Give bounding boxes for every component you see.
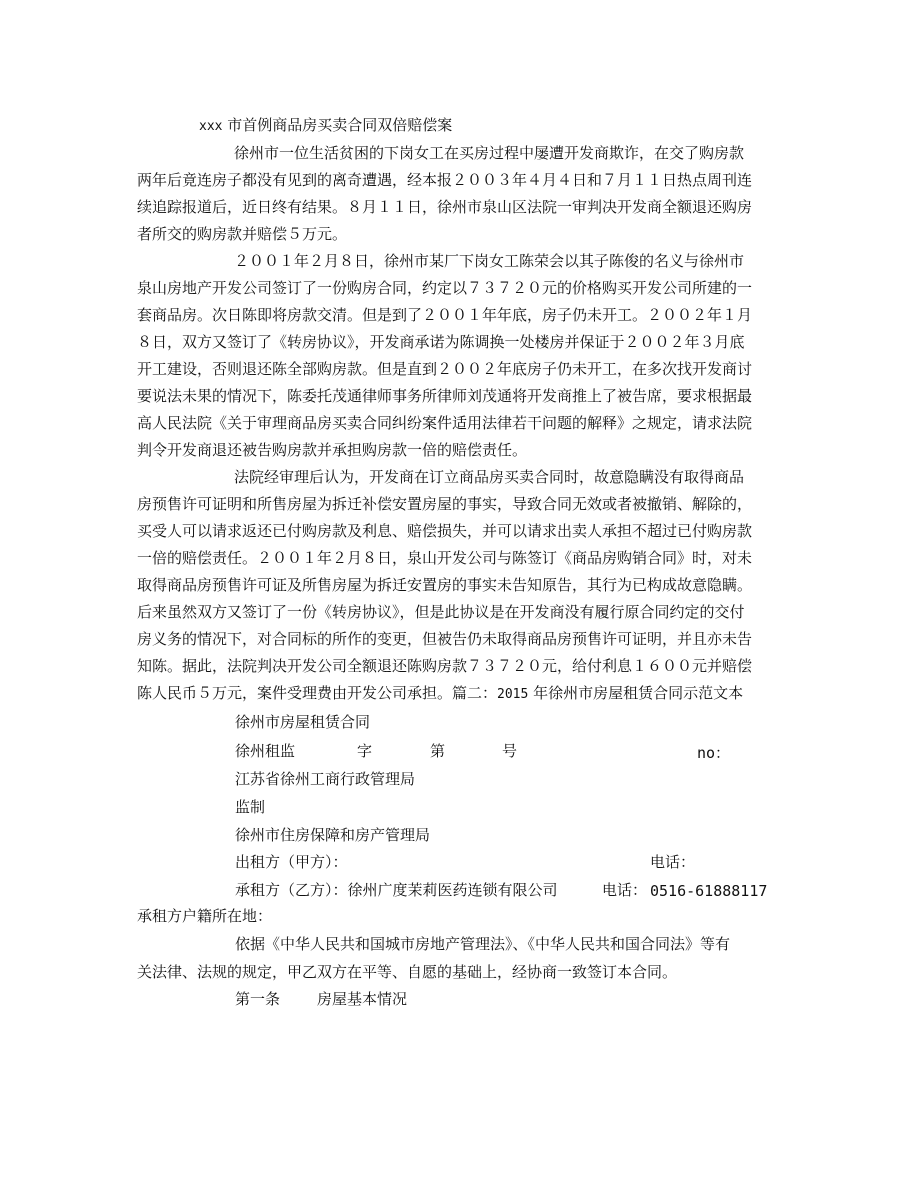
paragraph-line: 取得商品房预售许可证及所售房屋为拆迁安置房的事实未告知原告，其行为已构成故意隐瞒。	[137, 576, 753, 594]
paragraph-line: 房义务的情况下，对合同标的所作的变更，但被告仍未取得商品房预售许可证明，并且亦未告	[137, 630, 753, 648]
lessor-phone-label: 电话：	[650, 853, 696, 871]
paragraph-line: 判令开发商退还被告购房款并承担购房款一倍的赔偿责任。	[137, 441, 528, 459]
paragraph-line: 关法律、法规的规定，甲乙双方在平等、自愿的基础上，经协商一致签订本合同。	[137, 963, 678, 981]
paragraph-line: 一倍的赔偿责任。２００１年２月８日，泉山开发公司与陈签订《商品房购销合同》时，对未	[137, 549, 753, 567]
lessee-phone-label: 电话：	[602, 881, 648, 899]
paragraph-line: ８日，双方又签订了《转房协议》，开发商承诺为陈调换一处楼房并保证于２００２年３月底	[137, 333, 745, 351]
paragraph-line: ２００１年２月８日，徐州市某厂下岗女工陈荣会以其子陈俊的名义与徐州市	[234, 252, 745, 270]
paragraph-line	[137, 683, 743, 705]
paragraph-line: 开工建设，否则退还陈全部购房款。但是直到２００２年底房子仍未开工，在多次找开发商讨	[137, 360, 753, 378]
paragraph-line: 徐州市一位生活贫困的下岗女工在买房过程中屡遭开发商欺诈，在交了购房款	[234, 144, 745, 162]
lessee-phone: 0516-61888117	[650, 882, 768, 900]
paragraph-line: 要说法未果的情况下，陈委托茂通律师事务所律师刘茂通将开发商推上了被告席，要求根据最	[137, 387, 753, 405]
paragraph-text: 陈人民币５万元，案件受理费由开发公司承担。篇二：	[137, 684, 498, 702]
article-title: 房屋基本情况	[317, 990, 408, 1008]
paragraph-line: 续追踪报道后，近日终有结果。８月１１日，徐州市泉山区法院一审判决开发商全额退还购房	[137, 198, 753, 216]
authority-line: 徐州市住房保障和房产管理局	[235, 826, 431, 844]
lessor-label: 出租方（甲方）：	[235, 853, 348, 871]
paragraph-line: 房预售许可证明和所售房屋为拆迁补偿安置房屋的事实，导致合同无效或者被撤销、解除的，	[137, 495, 753, 513]
paragraph-line: 高人民法院《关于审理商品房买卖合同纠纷案件适用法律若干问题的解释》之规定，请求法院	[137, 414, 753, 432]
contract-di: 第	[430, 742, 446, 760]
contract-zi: 字	[357, 742, 373, 760]
paragraph-line: 法院经审理后认为，开发商在订立商品房买卖合同时，故意隐瞒没有取得商品	[234, 468, 745, 486]
title-text: 市首例商品房买卖合同双倍赔偿案	[222, 116, 453, 134]
paragraph-line: 后来虽然双方又签订了一份《转房协议》，但是此协议是在开发商没有履行原合同约定的交付	[137, 603, 745, 621]
year-text: 2015	[497, 687, 529, 702]
paragraph-line: 两年后竟连房子都没有见到的离奇遭遇，经本报２００３年４月４日和７月１１日热点周刊连	[137, 171, 753, 189]
paragraph-line: 知陈。据此，法院判决开发公司全额退还陈购房款７３７２０元，给付利息１６００元并赔偿	[137, 657, 753, 675]
title-prefix: xxx	[199, 119, 223, 134]
contract-number-label: 徐州租监	[235, 742, 296, 760]
lessee-label: 承租方（乙方）：徐州广度茉莉医药连锁有限公司	[235, 881, 558, 899]
authority-line: 江苏省徐州工商行政管理局	[235, 770, 416, 788]
paragraph-line: 买受人可以请求返还已付购房款及利息、赔偿损失，并可以请求出卖人承担不超过已付购房款	[137, 522, 753, 540]
paragraph-line: 者所交的购房款并赔偿５万元。	[137, 225, 348, 243]
residence-label: 承租方户籍所在地：	[137, 907, 273, 925]
document-title	[199, 115, 452, 137]
paragraph-line: 泉山房地产开发公司签订了一份购房合同，约定以７３７２０元的价格购买开发公司所建的一	[137, 279, 753, 297]
supervision-line: 监制	[235, 798, 266, 816]
paragraph-line: 套商品房。次日陈即将房款交清。但是到了２００１年年底，房子仍未开工。２００２年１月	[137, 306, 753, 324]
contract-title: 徐州市房屋租赁合同	[235, 713, 371, 731]
section-title: 年徐州市房屋租赁合同示范文本	[528, 684, 744, 702]
article-number: 第一条	[235, 990, 281, 1008]
contract-no-label: no：	[697, 744, 731, 762]
contract-hao: 号	[502, 742, 518, 760]
paragraph-line: 依据《中华人民共和国城市房地产管理法》、《中华人民共和国合同法》等有	[235, 935, 731, 953]
